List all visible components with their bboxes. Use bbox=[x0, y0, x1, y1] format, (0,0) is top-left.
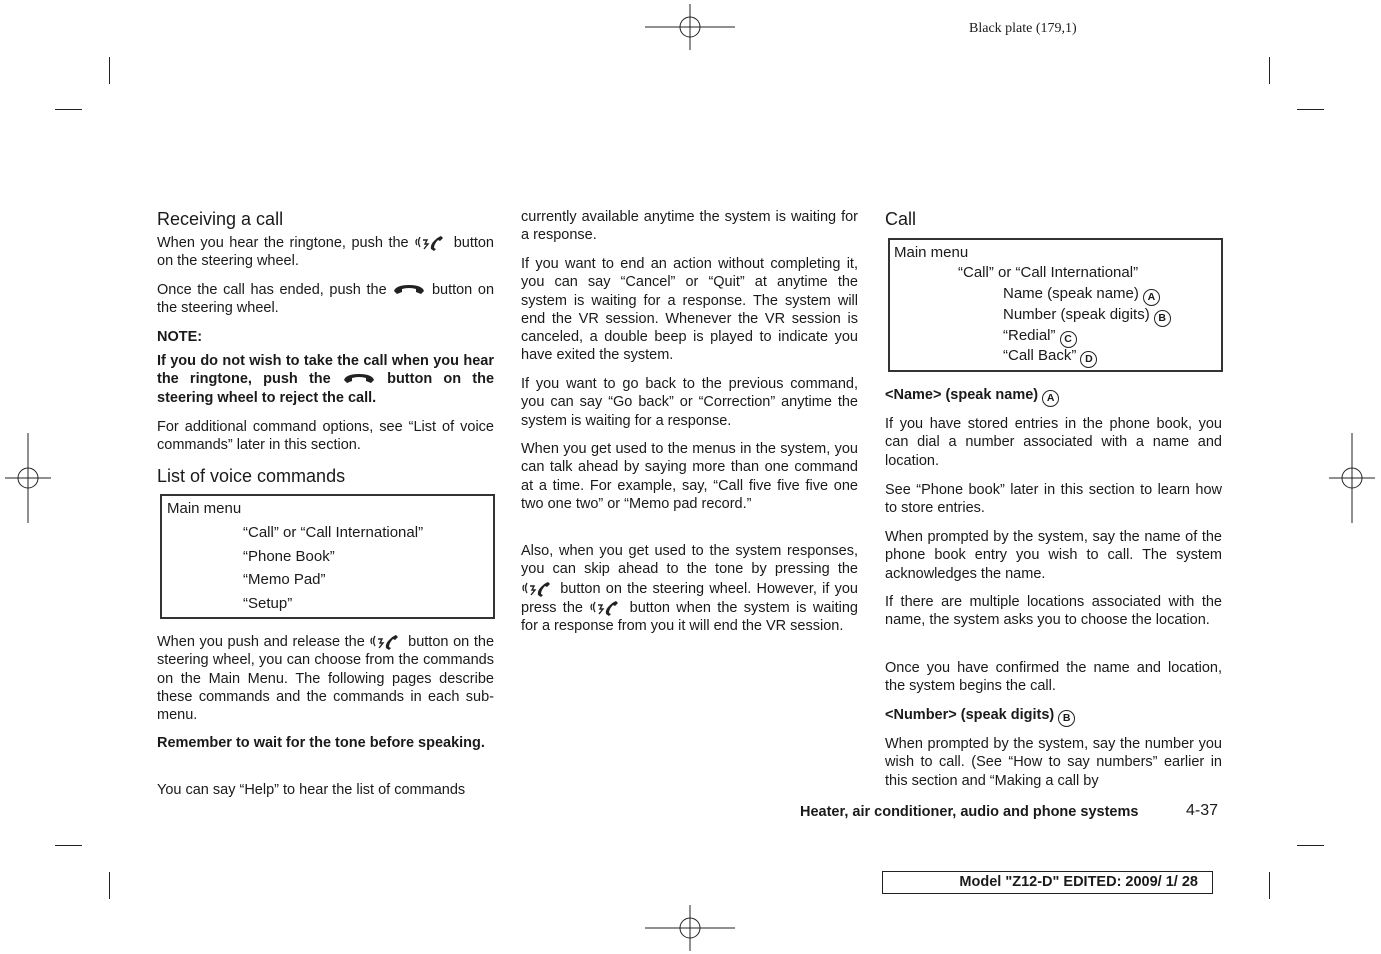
paragraph: When you get used to the menus in the system, you can talk ahead by saying more than one command at a time. For example, say, “Call five five five one two one two” or “Memo pad record.” bbox=[521, 441, 858, 512]
paragraph: If you want to go back to the previous command, you can say “Go back” or “Correction” anytime the system is waiting for a response. bbox=[521, 376, 858, 429]
page-number: 4-37 bbox=[1186, 802, 1219, 819]
subheading-name bbox=[885, 386, 1059, 407]
text: button on the steering wheel, you can choose from the commands on the Main Menu. The following pages describe these commands and the commands in each sub-menu. bbox=[157, 634, 495, 724]
hang-up-icon bbox=[392, 281, 426, 297]
text: Name (speak name) bbox=[1003, 285, 1139, 302]
plate-label: Black plate (179,1) bbox=[969, 21, 1077, 36]
text: Number (speak digits) bbox=[1003, 306, 1150, 323]
text: “Call Back” bbox=[1003, 347, 1077, 364]
paragraph: For additional command options, see “List of voice commands” later in this section. bbox=[157, 419, 494, 454]
paragraph bbox=[157, 233, 494, 271]
box-title: Main menu bbox=[167, 500, 242, 517]
registration-mark-left bbox=[5, 433, 51, 523]
text: When you push and release the bbox=[157, 634, 365, 650]
heading-list-of-voice-commands: List of voice commands bbox=[157, 466, 346, 486]
box-item: “Memo Pad” bbox=[243, 571, 326, 588]
box-item bbox=[1003, 285, 1160, 306]
section-title: Heater, air conditioner, audio and phone systems bbox=[800, 804, 1139, 820]
text: If you do not wish to take the call when you hear the ringtone, push the bbox=[157, 353, 494, 388]
voice-phone-icon bbox=[414, 233, 448, 251]
paragraph: You can say “Help” to hear the list of commands bbox=[157, 782, 466, 798]
call-menu-box bbox=[888, 238, 1223, 372]
registration-mark-top bbox=[645, 4, 735, 50]
subheading-number bbox=[885, 706, 1075, 727]
text: button on the steering wheel. bbox=[157, 282, 495, 317]
text: When you hear the ringtone, push the bbox=[157, 235, 409, 251]
box-item: “Call” or “Call International” bbox=[243, 524, 424, 541]
text: “Redial” bbox=[1003, 327, 1056, 344]
text: button on the steering wheel. bbox=[157, 235, 495, 270]
reminder: Remember to wait for the tone before speaking. bbox=[157, 735, 485, 751]
registration-mark-bottom bbox=[645, 905, 735, 951]
paragraph: If there are multiple locations associated with the name, the system asks you to choose the location. bbox=[885, 594, 1222, 629]
box-item: “Setup” bbox=[243, 595, 293, 612]
text: Once the call has ended, push the bbox=[157, 282, 387, 298]
box-item bbox=[1003, 347, 1097, 368]
paragraph: If you have stored entries in the phone book, you can dial a number associated with a name and location. bbox=[885, 416, 1222, 469]
marker-c-icon: C bbox=[1060, 331, 1077, 348]
marker-b-icon: B bbox=[1154, 310, 1171, 327]
box-item bbox=[1003, 306, 1171, 327]
text: button on the steering wheel. However, if you press the bbox=[521, 580, 858, 616]
paragraph: If you want to end an action without completing it, you can say “Cancel” or “Quit” at anytime the system is waiting for a response. The system will end the VR session. Whenever the VR session is canceled, a double beep is played to indicate you have exited the system. bbox=[521, 256, 858, 364]
marker-a-icon: A bbox=[1143, 289, 1160, 306]
text: button on the steering wheel to reject the call. bbox=[157, 371, 495, 406]
voice-phone-icon bbox=[589, 598, 623, 616]
hang-up-icon bbox=[342, 370, 376, 386]
marker-d-icon: D bbox=[1080, 351, 1097, 368]
paragraph: currently available anytime the system is waiting for a response. bbox=[521, 209, 858, 244]
marker-a-icon: A bbox=[1042, 390, 1059, 407]
text: button when the system is waiting for a response from you it will end the VR session. bbox=[521, 599, 858, 635]
voice-phone-icon bbox=[521, 579, 555, 597]
text: <Name> (speak name) bbox=[885, 387, 1039, 403]
paragraph: When prompted by the system, say the name of the phone book entry you wish to call. The system acknowledges the name. bbox=[885, 529, 1222, 582]
heading-call: Call bbox=[885, 209, 917, 229]
paragraph: Once you have confirmed the name and location, the system begins the call. bbox=[885, 660, 1222, 695]
marker-b-icon: B bbox=[1058, 710, 1075, 727]
voice-commands-box bbox=[160, 494, 495, 619]
registration-mark-right bbox=[1329, 433, 1375, 523]
box-item: “Phone Book” bbox=[243, 548, 335, 565]
note-text bbox=[157, 352, 494, 407]
paragraph: See “Phone book” later in this section to learn how to store entries. bbox=[885, 482, 1222, 517]
note-label: NOTE: bbox=[157, 329, 203, 345]
paragraph bbox=[157, 632, 494, 724]
voice-phone-icon bbox=[369, 632, 403, 650]
paragraph: When prompted by the system, say the number you wish to call. (See “How to say numbers” earlier in this section and “Making a call by bbox=[885, 736, 1222, 789]
model-edited-box: Model "Z12-D" EDITED: 2009/ 1/ 28 bbox=[882, 871, 1213, 894]
paragraph bbox=[157, 281, 494, 318]
box-item bbox=[1003, 327, 1077, 348]
text: <Number> (speak digits) bbox=[885, 707, 1055, 723]
paragraph bbox=[521, 542, 858, 635]
text: Also, when you get used to the system responses, you can skip ahead to the tone by pressing the bbox=[521, 543, 858, 578]
box-sub: “Call” or “Call International” bbox=[958, 264, 1139, 281]
box-title: Main menu bbox=[894, 244, 969, 261]
heading-receiving-a-call: Receiving a call bbox=[157, 209, 284, 229]
